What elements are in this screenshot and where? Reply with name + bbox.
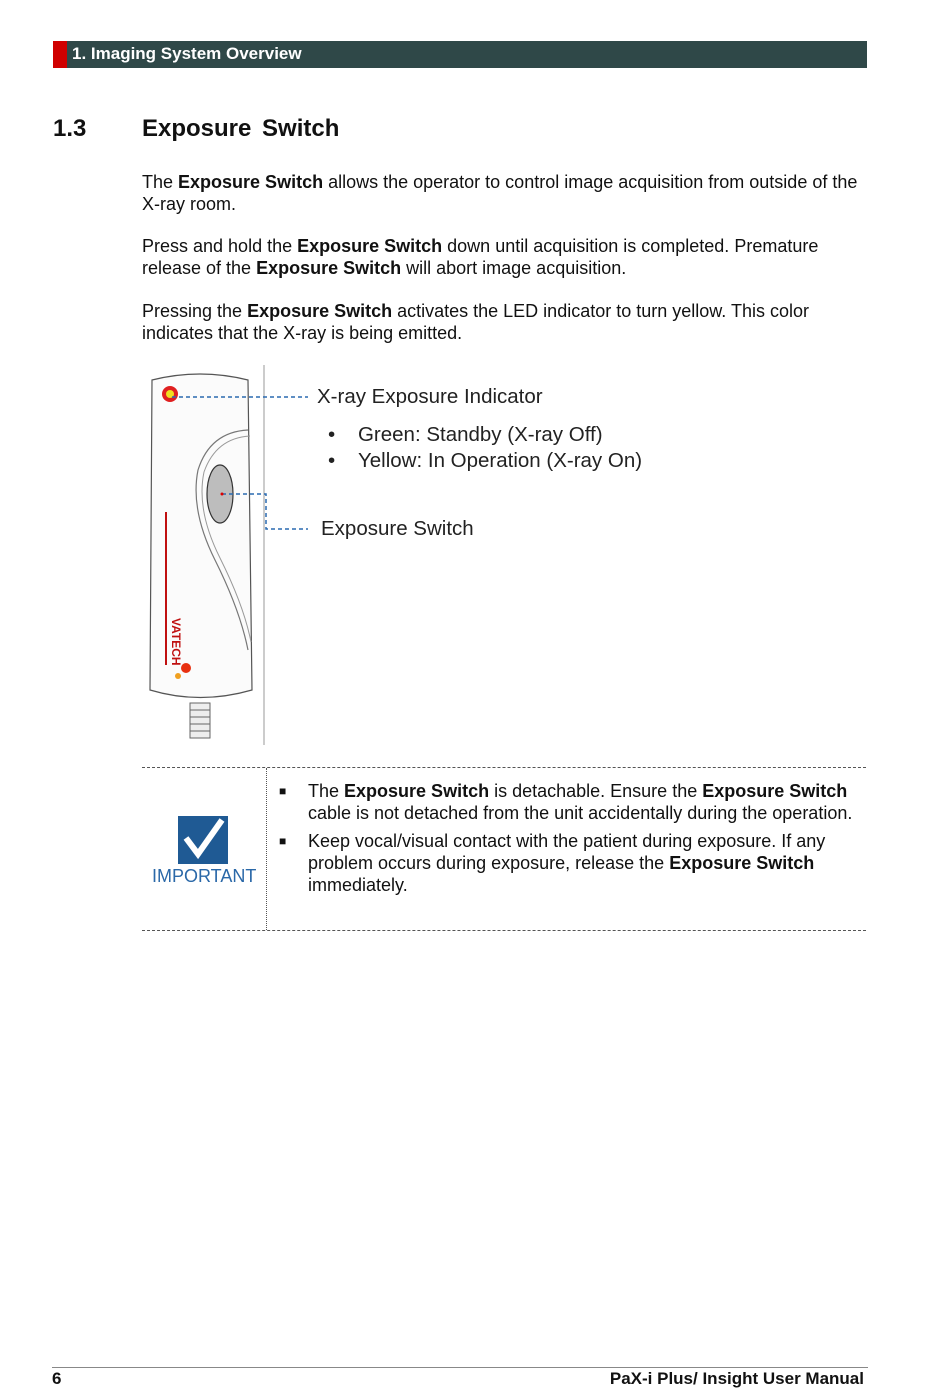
page-number: 6 — [52, 1369, 62, 1388]
footer-divider — [52, 1367, 868, 1368]
important-list — [279, 780, 862, 902]
checkmark-icon — [178, 816, 228, 864]
header-accent — [53, 41, 67, 68]
chapter-title: 1. Imaging System Overview — [72, 44, 302, 63]
switch-label: Exposure Switch — [321, 517, 474, 540]
paragraph-1: The Exposure Switch allows the operator to control image acquisition from outside of the X-ray room. — [142, 172, 858, 214]
important-label: IMPORTANT — [152, 866, 257, 886]
exposure-switch-figure — [140, 360, 700, 750]
notice-divider — [266, 768, 267, 930]
section-title: Exposure Switch — [142, 115, 340, 142]
exposure-switch-illustration — [140, 360, 700, 750]
indicator-label: X-ray Exposure Indicator — [317, 385, 543, 408]
paragraph-2: Press and hold the Exposure Switch down until acquisition is completed. Premature release of the Exposure Switch will abort image acquisition. — [142, 236, 819, 278]
list-item: ■ Keep vocal/visual contact with the patient during exposure. If any problem occurs during exposure, release the Exposure Switch immediately. — [279, 831, 826, 895]
section-number: 1.3 — [53, 115, 87, 142]
important-notice — [142, 767, 866, 931]
list-item: ■ The Exposure Switch is detachable. Ensure the Exposure Switch cable is not detached from the unit accidentally during the operation. — [279, 781, 853, 823]
manual-title: PaX-i Plus/ Insight User Manual — [609, 1369, 864, 1388]
svg-text:VATECH: VATECH — [169, 618, 183, 666]
indicator-bullet-yellow: • Yellow: In Operation (X-ray On) — [328, 449, 643, 472]
chapter-header — [53, 41, 867, 68]
indicator-bullet-green: • Green: Standby (X-ray Off) — [328, 423, 603, 446]
paragraph-3: Pressing the Exposure Switch activates the LED indicator to turn yellow. This color indicates that the X-ray is being emitted. — [142, 301, 809, 343]
